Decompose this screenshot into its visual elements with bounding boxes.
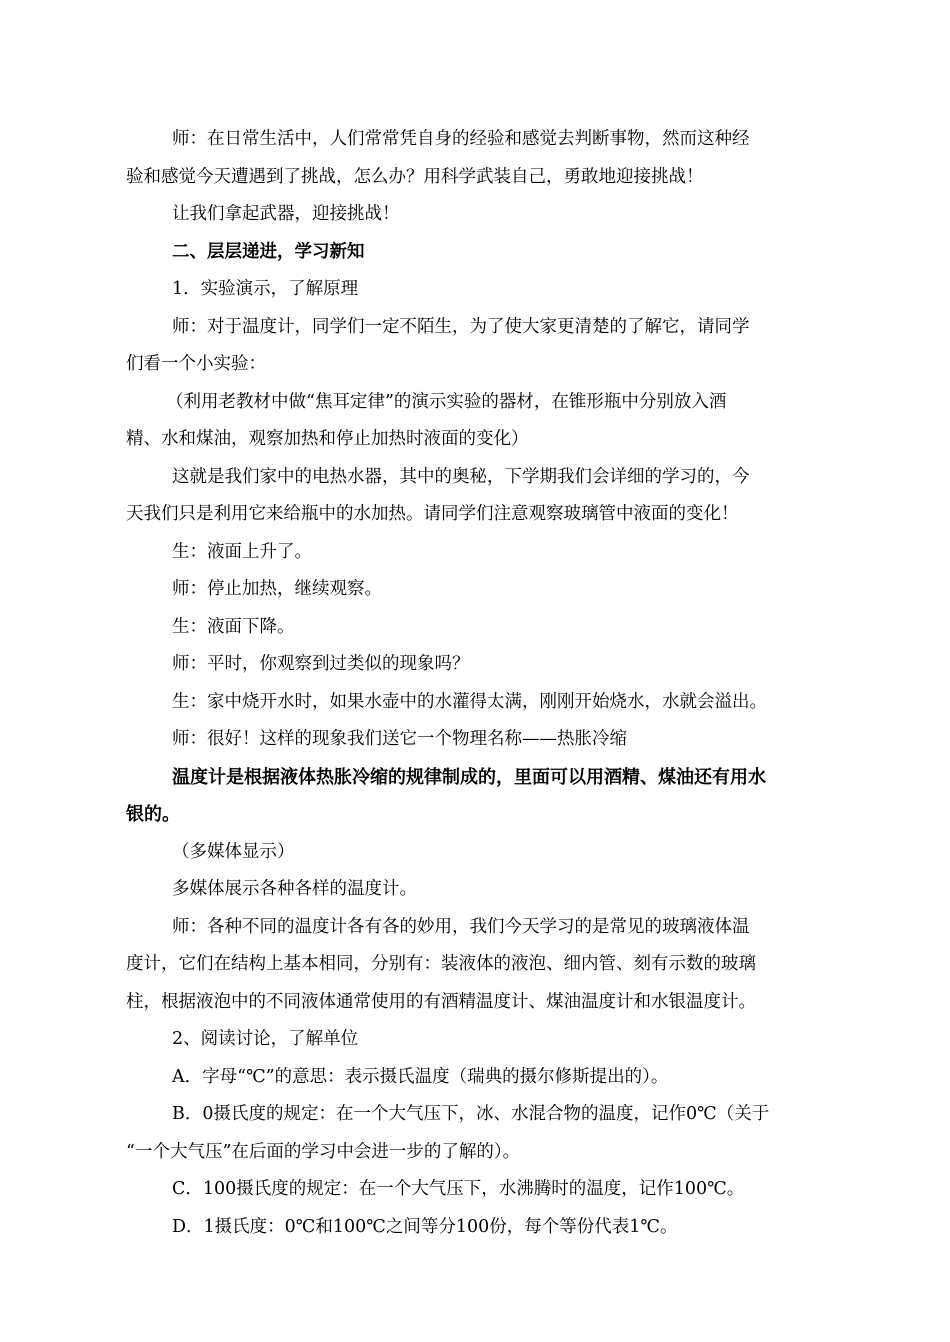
paragraph-line: 让我们拿起武器，迎接挑战！ <box>172 204 400 224</box>
paragraph-line: 生：家中烧开水时，如果水壶中的水灌得太满，刚刚开始烧水，水就会溢出。 <box>172 691 767 712</box>
paragraph-line: 柱，根据液泡中的不同液体通常使用的有酒精温度计、煤油温度计和水银温度计。 <box>126 991 756 1012</box>
paragraph-line: 师：平时，你观察到过类似的现象吗？ <box>172 654 470 674</box>
paragraph-line: 们看一个小实验： <box>126 354 266 374</box>
paragraph-line: 师：对于温度计，同学们一定不陌生，为了使大家更清楚的了解它，请同学 <box>172 316 750 337</box>
paragraph-line: 师：很好！这样的现象我们送它一个物理名称——热胀冷缩 <box>172 729 627 749</box>
paragraph-line: 生：液面下降。 <box>172 616 295 637</box>
subsection-heading: 1．实验演示，了解原理 <box>172 279 359 299</box>
list-item: “一个大气压”在后面的学习中会进一步的了解的）。 <box>126 1141 521 1162</box>
paragraph-line: （利用老教材中做“焦耳定律”的演示实验的器材，在锥形瓶中分别放入酒 <box>166 391 727 412</box>
paragraph-line: 精、水和煤油，观察加热和停止加热时液面的变化） <box>126 429 529 449</box>
document-body <box>126 121 832 1246</box>
list-item: A．字母“℃”的意思：表示摄氏温度（瑞典的摄尔修斯提出的）。 <box>172 1066 669 1087</box>
paragraph-line: （多媒体显示） <box>172 841 295 862</box>
paragraph-line: 这就是我们家中的电热水器，其中的奥秘，下学期我们会详细的学习的，今 <box>172 466 750 487</box>
paragraph-line: 多媒体展示各种各样的温度计。 <box>172 879 417 899</box>
paragraph-line: 师：停止加热，继续观察。 <box>172 579 382 599</box>
paragraph-line: 师：在日常生活中，人们常常凭自身的经验和感觉去判断事物，然而这种经 <box>172 129 750 149</box>
paragraph-line: 天我们只是利用它来给瓶中的水加热。请同学们注意观察玻璃管中液面的变化！ <box>126 504 739 524</box>
subsection-heading: 2、阅读讨论，了解单位 <box>172 1029 359 1049</box>
list-item: D．1摄氏度：0℃和100℃之间等分100份，每个等份代表1℃。 <box>172 1216 678 1237</box>
paragraph-line: 度计，它们在结构上基本相同，分别有：装液体的液泡、细内管、刻有示数的玻璃 <box>126 954 756 974</box>
list-item: C．100摄氏度的规定：在一个大气压下，水沸腾时的温度，记作100℃。 <box>172 1179 745 1199</box>
key-statement: 银的。 <box>126 804 180 825</box>
section-heading: 二、层层递进，学习新知 <box>172 241 365 262</box>
paragraph-line: 师：各种不同的温度计各有各的妙用，我们今天学习的是常见的玻璃液体温 <box>172 916 750 937</box>
key-statement: 温度计是根据液体热胀冷缩的规律制成的，里面可以用酒精、煤油还有用水 <box>172 766 766 788</box>
paragraph-line: 生：液面上升了。 <box>172 541 312 562</box>
paragraph-line: 验和感觉今天遭遇到了挑战，怎么办？用科学武装自己，勇敢地迎接挑战！ <box>126 166 704 187</box>
list-item: B．0摄氏度的规定：在一个大气压下，冰、水混合物的温度，记作0℃（关于 <box>172 1104 770 1124</box>
